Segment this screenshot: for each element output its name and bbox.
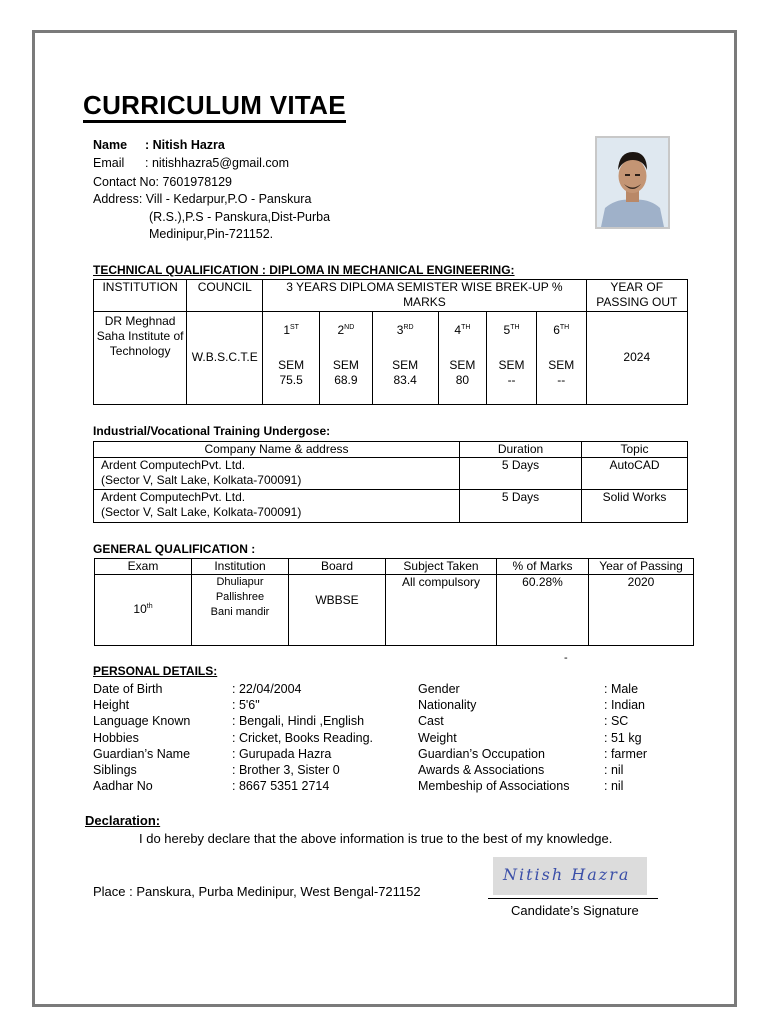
- sem-3-num: 3: [396, 323, 404, 337]
- personal-right-labels: [418, 681, 569, 794]
- sem-2-sup: ND: [344, 324, 355, 331]
- table-row: [94, 458, 688, 490]
- gen-marks: 60.28%: [497, 575, 589, 646]
- siblings-value: : Brother 3, Sister 0: [232, 763, 340, 778]
- training-duration: 5 Days: [460, 490, 582, 523]
- col-gen-year: Year of Passing: [589, 559, 694, 575]
- training-company-cell: [94, 458, 460, 490]
- sem-4-mark: 80: [438, 373, 487, 404]
- training-company-cell: [94, 490, 460, 523]
- col-company: Company Name & address: [94, 442, 460, 458]
- sem-2-mark: 68.9: [320, 373, 373, 404]
- awards-label: Awards & Associations: [418, 763, 545, 778]
- sem-3-label: SEM: [392, 358, 419, 372]
- name-value: : Nitish Hazra: [145, 138, 225, 152]
- training-topic: AutoCAD: [582, 458, 688, 490]
- declaration-heading: Declaration:: [85, 813, 161, 828]
- nationality-label: Nationality: [418, 698, 477, 713]
- dob-label: Date of Birth: [93, 682, 163, 696]
- sem-2-num: 2: [337, 323, 345, 337]
- signature-line: [488, 898, 658, 899]
- guardian-occupation-label: Guardian’s Occupation: [418, 746, 545, 761]
- gen-board: WBBSE: [289, 575, 386, 646]
- phone-row: Contact No: 7601978129: [93, 175, 232, 189]
- technical-heading: TECHNICAL QUALIFICATION : DIPLOMA IN MECHANICAL ENGINEERING:: [93, 263, 515, 277]
- weight-value: : 51 kg: [604, 730, 642, 745]
- sem-4-cell: [438, 312, 487, 374]
- weight-label: Weight: [418, 730, 457, 745]
- address-line1: Address: Vill - Kedarpur,P.O - Panskura: [93, 192, 312, 206]
- sem-6-num: 6: [553, 323, 560, 337]
- gen-institution-cell: [192, 575, 289, 646]
- gen-exam: 10: [133, 602, 147, 616]
- gen-institution-line2: Pallishree: [215, 591, 265, 603]
- training-address: (Sector V, Salt Lake, Kolkata-700091): [101, 473, 302, 487]
- col-topic: Topic: [582, 442, 688, 458]
- guardian-name-label: Guardian’s Name: [93, 746, 191, 761]
- language-value: : Bengali, Hindi ,English: [232, 714, 365, 729]
- gen-institution-line1: Dhuliapur: [216, 576, 264, 588]
- signature-text: Nitish Hazra: [503, 865, 631, 884]
- col-exam: Exam: [95, 559, 192, 575]
- col-gen-marks: % of Marks: [497, 559, 589, 575]
- personal-heading: PERSONAL DETAILS:: [93, 664, 218, 678]
- sem-5-num: 5: [503, 323, 511, 337]
- aadhar-label: Aadhar No: [93, 779, 153, 794]
- tech-institution: DR Meghnad Saha Institute of Technology: [94, 312, 187, 405]
- dob-value: : 22/04/2004: [232, 682, 302, 696]
- gen-subject: All compulsory: [386, 575, 497, 646]
- sem-3-sup: RD: [403, 324, 414, 331]
- email-row: [93, 155, 289, 171]
- membership-label: Membeship of Associations: [418, 779, 570, 794]
- col-council: COUNCIL: [187, 280, 263, 312]
- sem-1-cell: [263, 312, 320, 374]
- sem-6-mark: --: [536, 373, 586, 404]
- profile-photo: [595, 136, 670, 229]
- siblings-label: Siblings: [93, 763, 137, 778]
- general-heading: GENERAL QUALIFICATION :: [93, 542, 256, 556]
- sem-4-sup: TH: [461, 324, 471, 331]
- col-year: YEAR OF PASSING OUT: [586, 280, 687, 312]
- cast-label: Cast: [418, 714, 444, 729]
- col-institution: INSTITUTION: [94, 280, 187, 312]
- gen-institution-line3: Bani mandir: [210, 606, 270, 618]
- email-label: Email: [93, 156, 125, 170]
- nationality-value: : Indian: [604, 698, 646, 713]
- col-subject: Subject Taken: [386, 559, 497, 575]
- tech-council: W.B.S.C.T.E: [187, 312, 263, 405]
- signature-label: Candidate’s Signature: [511, 903, 639, 918]
- place-text: Place : Panskura, Purba Medinipur, West Bengal-721152: [93, 884, 421, 899]
- sem-2-label: SEM: [332, 358, 359, 372]
- sem-1-num: 1: [283, 323, 290, 337]
- sem-5-cell: [487, 312, 537, 374]
- personal-right-values: [604, 681, 647, 794]
- training-duration: 5 Days: [460, 458, 582, 490]
- awards-value: : nil: [604, 763, 624, 778]
- aadhar-value: : 8667 5351 2714: [232, 779, 330, 794]
- sem-5-mark: --: [487, 373, 537, 404]
- col-gen-institution: Institution: [192, 559, 289, 575]
- table-row: [95, 575, 694, 646]
- table-row: [94, 490, 688, 523]
- sem-2-cell: [320, 312, 373, 374]
- sem-3-mark: 83.4: [372, 373, 438, 404]
- sem-1-mark: 75.5: [263, 373, 320, 404]
- name-label: Name: [93, 138, 128, 152]
- sem-4-label: SEM: [449, 358, 476, 372]
- name-row: [93, 137, 225, 153]
- sem-4-num: 4: [454, 323, 462, 337]
- training-topic: Solid Works: [582, 490, 688, 523]
- guardian-name-value: : Gurupada Hazra: [232, 746, 332, 761]
- gen-exam-sup: th: [146, 603, 153, 610]
- training-address: (Sector V, Salt Lake, Kolkata-700091): [101, 505, 302, 519]
- address-line3: Medinipur,Pin-721152.: [149, 227, 274, 241]
- cast-value: : SC: [604, 714, 629, 729]
- gen-year: 2020: [589, 575, 694, 646]
- language-label: Language Known: [93, 714, 191, 729]
- personal-left-values: [232, 681, 373, 794]
- col-marks: 3 YEARS DIPLOMA SEMISTER WISE BREK-UP % MARKS: [263, 280, 586, 312]
- gender-label: Gender: [418, 682, 460, 696]
- height-value: : 5'6": [232, 698, 260, 713]
- general-table: [94, 558, 694, 646]
- page-title: CURRICULUM VITAE: [83, 90, 346, 123]
- training-table: [93, 441, 688, 523]
- email-value: : nitishhazra5@gmail.com: [145, 156, 289, 170]
- col-board: Board: [289, 559, 386, 575]
- sem-6-cell: [536, 312, 586, 374]
- guardian-occupation-value: : farmer: [604, 746, 648, 761]
- col-duration: Duration: [460, 442, 582, 458]
- sem-1-label: SEM: [278, 358, 305, 372]
- sem-5-label: SEM: [498, 358, 525, 372]
- sem-6-label: SEM: [548, 358, 575, 372]
- hobbies-value: : Cricket, Books Reading.: [232, 730, 374, 745]
- address-line2: (R.S.),P.S - Panskura,Dist-Purba: [149, 210, 331, 224]
- gender-value: : Male: [604, 682, 639, 696]
- technical-table: [93, 279, 688, 405]
- training-company: Ardent ComputechPvt. Ltd.: [101, 458, 246, 472]
- membership-value: : nil: [604, 779, 624, 794]
- height-label: Height: [93, 698, 130, 713]
- training-company: Ardent ComputechPvt. Ltd.: [101, 490, 246, 504]
- sem-3-cell: [372, 312, 438, 374]
- sem-5-sup: TH: [510, 324, 520, 331]
- declaration-text: I do hereby declare that the above information is true to the best of my knowledge.: [139, 831, 613, 846]
- personal-left-labels: [93, 681, 190, 794]
- training-heading: Industrial/Vocational Training Undergose:: [93, 424, 331, 438]
- hobbies-label: Hobbies: [93, 730, 139, 745]
- tech-year: 2024: [586, 312, 687, 405]
- sem-1-sup: ST: [290, 324, 299, 331]
- signature-image: [493, 857, 647, 895]
- gen-exam-cell: [95, 575, 192, 646]
- stray-mark: -: [564, 652, 568, 664]
- sem-6-sup: TH: [559, 324, 570, 331]
